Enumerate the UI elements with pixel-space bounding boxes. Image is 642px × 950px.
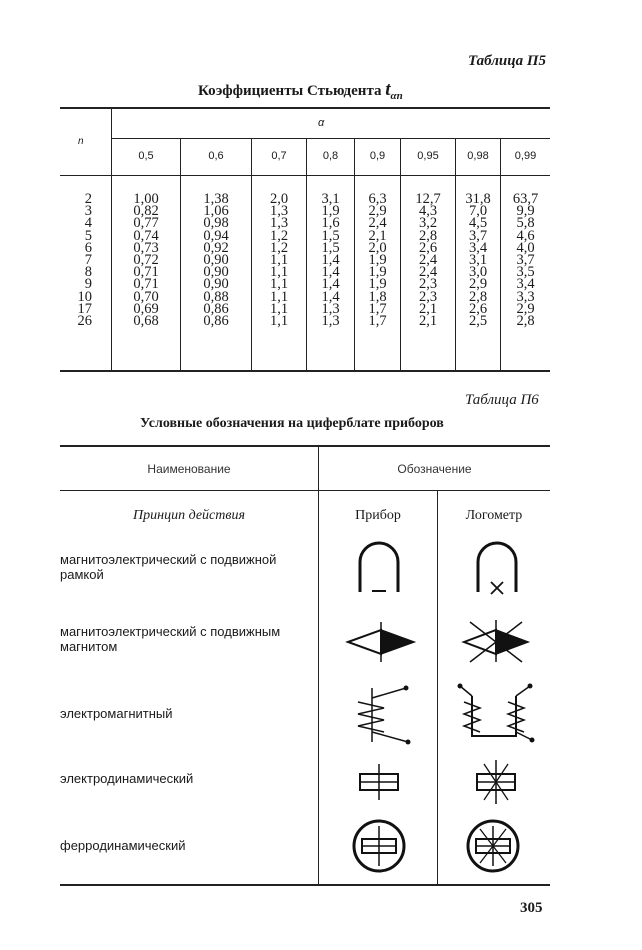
table-cell: 2,6 [468, 300, 488, 317]
table-cell: 1,00 [133, 191, 159, 207]
table-cell: 0,86 [203, 313, 229, 330]
table-cell: 3,1 [321, 191, 340, 207]
table-cell: 2,1 [418, 313, 438, 330]
table-cell: 1,4 [321, 252, 340, 269]
table-cell: 1,6 [321, 215, 340, 232]
table6-row-label: магнитоэлектрический с подвижным магнитом [60, 624, 281, 654]
table-cell: 1,7 [368, 313, 387, 330]
table6-top-rule [60, 445, 550, 447]
table-cell: 1,7 [368, 300, 387, 317]
table-cell: 0,82 [133, 203, 159, 220]
table-cell: 1,4 [321, 276, 340, 293]
table-cell: 3,2 [418, 215, 438, 232]
table-cell: 2,1 [368, 227, 387, 244]
table-cell: 5,8 [516, 215, 535, 232]
table5-data-column [112, 191, 180, 330]
table-cell: 1,1 [269, 252, 289, 269]
table-cell: 4,3 [418, 203, 438, 220]
n-value: 6 [84, 239, 92, 256]
table-cell: 2,1 [418, 300, 438, 317]
table-cell: 4,0 [516, 239, 535, 256]
table-cell: 2,9 [516, 300, 535, 317]
table-cell: 0,86 [203, 300, 229, 317]
moving-magnet-logometer-icon [460, 616, 532, 666]
moving-magnet-device-icon [346, 620, 416, 664]
table-cell: 0,90 [203, 252, 229, 269]
table5-data-column [456, 191, 500, 330]
table-cell: 2,9 [468, 276, 488, 293]
table5-data-column [355, 191, 400, 330]
table6-section-label: Принцип действия [133, 508, 245, 523]
table6-title: Условные обозначения на циферблате приборов [140, 416, 444, 431]
table-cell: 0,77 [133, 215, 159, 232]
table-cell: 0,71 [133, 264, 159, 281]
table6-row-label: электромагнитный [60, 706, 173, 721]
table-cell: 2,0 [269, 191, 289, 207]
moving-coil-device-icon [356, 540, 402, 596]
table-cell: 1,2 [269, 227, 289, 244]
table-cell: 3,7 [468, 227, 488, 244]
table5-alpha-header: α [318, 117, 325, 129]
table5-caption: Таблица П5 [468, 53, 547, 69]
table-cell: 0,88 [203, 288, 229, 305]
table-cell: 1,38 [203, 191, 229, 207]
n-value: 4 [84, 215, 92, 232]
table6-row-label: электродинамический [60, 771, 194, 786]
table-cell: 4,6 [516, 227, 535, 244]
table-cell: 1,1 [269, 276, 289, 293]
table-cell: 1,06 [203, 203, 229, 220]
table5-data-column [252, 191, 306, 330]
table-cell: 0,90 [203, 276, 229, 293]
table-cell: 3,5 [516, 264, 535, 281]
table-cell: 2,8 [516, 313, 535, 330]
table-cell: 1,2 [269, 239, 289, 256]
table6-row-label: магнитоэлектрический с подвижной рамкой [60, 552, 277, 582]
table-cell: 1,3 [269, 215, 289, 232]
table-cell: 3,4 [468, 239, 488, 256]
alpha-value: 0,99 [514, 150, 537, 162]
n-value: 3 [84, 203, 92, 220]
table-cell: 1,9 [368, 264, 387, 281]
table5-n-header: n [78, 136, 84, 147]
table-cell: 1,5 [321, 227, 340, 244]
table6-header-symbol: Обозначение [397, 462, 472, 476]
alpha-value: 0,8 [322, 150, 339, 162]
table5-data-column [401, 191, 455, 330]
table-cell: 3,3 [516, 288, 535, 305]
table-cell: 0,68 [133, 313, 159, 330]
table-cell: 2,8 [418, 227, 438, 244]
table-cell: 0,94 [203, 227, 229, 244]
table-cell: 1,4 [321, 288, 340, 305]
table5-data-column [307, 191, 354, 330]
table-cell: 1,3 [321, 300, 340, 317]
table6-header-name: Наименование [147, 462, 231, 476]
n-value: 26 [77, 313, 92, 330]
table-cell: 2,8 [468, 288, 488, 305]
table-cell: 1,8 [368, 288, 387, 305]
table-cell: 1,9 [321, 203, 340, 220]
table-cell: 3,7 [516, 252, 535, 269]
table-cell: 0,71 [133, 276, 159, 293]
table-cell: 63,7 [512, 191, 539, 207]
table-cell: 0,73 [133, 239, 159, 256]
table-cell: 0,69 [133, 300, 159, 317]
n-value: 9 [84, 276, 92, 293]
table-cell: 2,4 [368, 215, 387, 232]
table-cell: 2,6 [418, 239, 438, 256]
table-cell: 6,3 [368, 191, 387, 207]
table6-subheader-device: Прибор [355, 508, 401, 523]
table-cell: 1,5 [321, 239, 340, 256]
table-cell: 1,1 [269, 300, 289, 317]
alpha-value: 0,95 [417, 150, 439, 162]
table5-title-symbol: t [385, 79, 391, 100]
table-cell: 12,7 [415, 191, 441, 207]
table5-n-column [70, 191, 92, 330]
table6-symbol-divider [437, 491, 438, 884]
n-value: 5 [84, 227, 92, 244]
table5-top-rule [60, 107, 550, 109]
table-cell: 2,3 [418, 276, 438, 293]
table-cell: 1,3 [269, 203, 289, 220]
table-cell: 1,1 [269, 313, 289, 330]
table-cell: 0,74 [133, 227, 159, 244]
table-cell: 2,9 [368, 203, 387, 220]
table-cell: 7,0 [468, 203, 488, 220]
table-cell: 31,8 [465, 191, 491, 207]
table-cell: 0,70 [133, 288, 159, 305]
table-cell: 1,4 [321, 264, 340, 281]
table-cell: 3,1 [468, 252, 488, 269]
table-cell: 0,98 [203, 215, 229, 232]
n-value: 2 [84, 191, 92, 207]
table-cell: 2,3 [418, 288, 438, 305]
electromagnetic-logometer-icon [454, 684, 536, 744]
table5-header-rule [60, 175, 550, 176]
table5-title-text: Коэффициенты Стьюдента [198, 83, 382, 99]
table-cell: 0,90 [203, 264, 229, 281]
table5-title-subscript: αn [390, 90, 403, 102]
table-cell: 1,9 [368, 252, 387, 269]
table6-caption: Таблица П6 [465, 392, 539, 408]
electromagnetic-device-icon [350, 684, 414, 746]
page-number: 305 [520, 900, 543, 916]
table6-header-rule [60, 490, 550, 491]
table5-alpha-rule [112, 138, 550, 139]
table6-bottom-rule [60, 884, 550, 886]
n-value: 10 [77, 288, 92, 305]
n-value: 7 [84, 252, 92, 269]
table5-title [198, 79, 403, 102]
n-value: 8 [84, 264, 92, 281]
table-cell: 0,92 [203, 239, 229, 256]
alpha-value: 0,7 [271, 150, 287, 162]
table-cell: 1,1 [269, 264, 289, 281]
table6-subheader-logometer: Логометр [465, 508, 523, 523]
table5-bottom-rule [60, 370, 550, 372]
table-cell: 4,5 [468, 215, 488, 232]
ferrodynamic-device-icon [350, 818, 408, 874]
table-cell: 2,4 [418, 264, 438, 281]
electrodynamic-logometer-icon [470, 758, 522, 806]
ferrodynamic-logometer-icon [464, 818, 522, 874]
table-cell: 0,72 [133, 252, 159, 269]
table-cell: 1,1 [269, 288, 289, 305]
table5-data-column [181, 191, 251, 330]
table-cell: 1,9 [368, 276, 387, 293]
table5-data-column [501, 191, 550, 330]
table-cell: 9,9 [516, 203, 535, 220]
table-cell: 2,5 [468, 313, 488, 330]
alpha-value: 0,5 [138, 150, 154, 162]
alpha-value: 0,9 [369, 150, 386, 162]
alpha-value: 0,98 [467, 150, 489, 162]
table-cell: 3,4 [516, 276, 535, 293]
table-cell: 3,0 [468, 264, 488, 281]
table-cell: 2,0 [368, 239, 387, 256]
electrodynamic-device-icon [356, 762, 402, 802]
table-cell: 1,3 [321, 313, 340, 330]
n-value: 17 [77, 300, 92, 317]
alpha-value: 0,6 [208, 150, 224, 162]
moving-coil-logometer-icon [474, 540, 520, 596]
table-cell: 2,4 [418, 252, 438, 269]
table6-row-label: ферродинамический [60, 838, 186, 853]
